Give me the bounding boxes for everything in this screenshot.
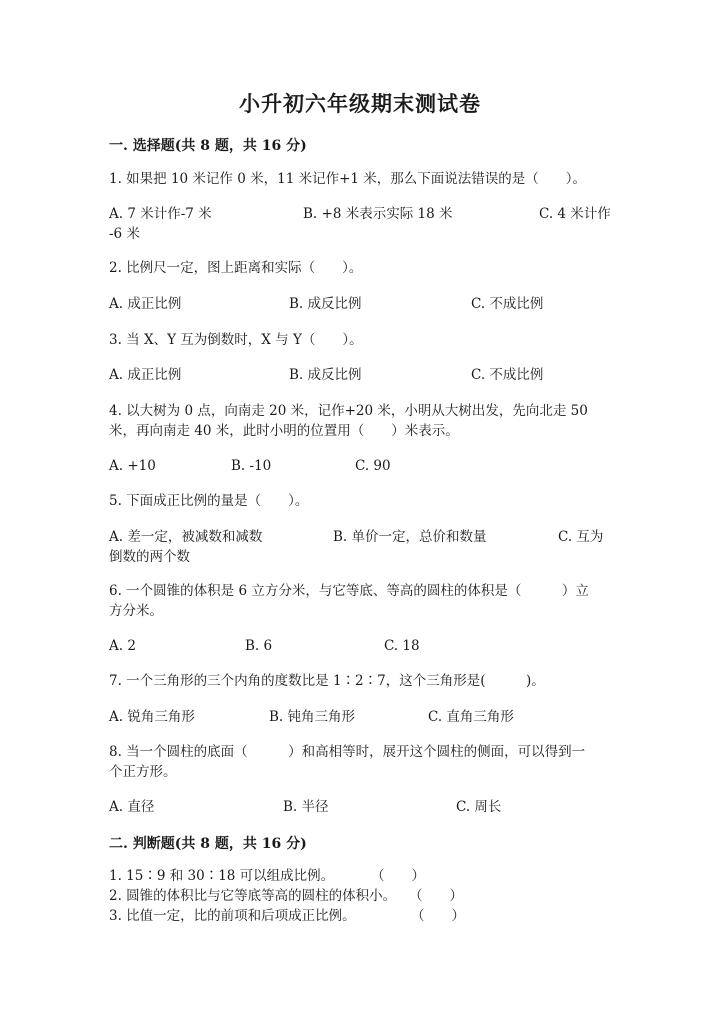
option-1c: C. 4 米计作 -6 米 (109, 206, 611, 242)
options-6 (109, 636, 614, 676)
question-8 (109, 742, 614, 782)
question-8-line-1: 8. 当一个圆柱的底面（ ）和高相等时，展开这个圆柱的侧面，可以得到一 (109, 744, 586, 760)
judge-item-1-text: 1. 15∶9 和 30∶18 可以组成比例。 (109, 868, 335, 884)
option-2b: B. 成反比例 (289, 296, 362, 312)
option-6b: B. 6 (245, 638, 273, 654)
option-7c: C. 直角三角形 (428, 709, 514, 725)
judge-item-1-answer-blank: （ ） (371, 868, 425, 884)
options-8 (109, 797, 614, 837)
section-heading-true-false: 二. 判断题(共 8 题，共 16 分) (109, 836, 307, 852)
option-8b: B. 半径 (283, 799, 329, 815)
option-4b: B. -10 (231, 458, 272, 474)
question-1: 1. 如果把 10 米记作 0 米，11 米记作+1 米，那么下面说法错误的是（ ）。 (109, 171, 587, 187)
judge-item-3-text: 3. 比值一定，比的前项和后项成正比例。 (109, 908, 356, 924)
option-8a: A. 直径 (109, 799, 155, 815)
question-7: 7. 一个三角形的三个内角的度数比是 1∶2∶7，这个三角形是( )。 (109, 673, 545, 689)
option-8c: C. 周长 (456, 799, 502, 815)
question-4-line-2: 米，再向南走 40 米，此时小明的位置用（ ）米表示。 (109, 423, 459, 439)
page-title: 小升初六年级期末测试卷 (239, 91, 481, 116)
options-1 (109, 204, 614, 244)
question-8-line-2: 个正方形。 (109, 764, 177, 780)
judge-item-2-answer-blank: （ ） (409, 888, 463, 904)
option-7a: A. 锐角三角形 (109, 709, 195, 725)
option-3a: A. 成正比例 (109, 367, 182, 383)
option-1a: A. 7 米计作-7 米 (109, 206, 212, 222)
question-6 (109, 581, 614, 621)
option-4c: C. 90 (355, 458, 391, 474)
options-2 (109, 294, 614, 334)
option-3c: C. 不成比例 (471, 367, 544, 383)
option-3b: B. 成反比例 (289, 367, 362, 383)
option-4a: A. +10 (109, 458, 156, 474)
options-5 (109, 527, 614, 567)
question-4-line-1: 4. 以大树为 0 点，向南走 20 米，记作+20 米，小明从大树出发，先向北走 50 (109, 403, 588, 419)
question-6-line-1: 6. 一个圆锥的体积是 6 立方分米，与它等底、等高的圆柱的体积是（ ）立 (109, 583, 589, 599)
option-6a: A. 2 (109, 638, 136, 654)
option-5b: B. 单价一定，总价和数量 (333, 529, 487, 545)
option-7b: B. 钝角三角形 (269, 709, 356, 725)
option-1b: B. +8 米表示实际 18 米 (303, 206, 453, 222)
option-2a: A. 成正比例 (109, 296, 182, 312)
option-6c: C. 18 (384, 638, 420, 654)
option-5a: A. 差一定，被减数和减数 (109, 529, 263, 545)
question-5: 5. 下面成正比例的量是（ ）。 (109, 493, 309, 509)
judge-item-2-text: 2. 圆锥的体积比与它等底等高的圆柱的体积小。 (109, 888, 397, 904)
judge-item-2 (109, 887, 614, 905)
section-heading-multiple-choice: 一. 选择题(共 8 题，共 16 分) (109, 138, 307, 154)
question-3: 3. 当 X、Y 互为倒数时，X 与 Y（ ）。 (109, 332, 363, 348)
options-4 (109, 456, 614, 496)
options-3 (109, 365, 614, 405)
judge-item-3-answer-blank: （ ） (411, 908, 465, 924)
question-4 (109, 401, 614, 441)
options-7 (109, 707, 614, 747)
question-6-line-2: 方分米。 (109, 603, 163, 619)
judge-item-1 (109, 867, 614, 885)
question-2: 2. 比例尺一定，图上距离和实际（ ）。 (109, 260, 363, 276)
option-5c: C. 互为 倒数的两个数 (109, 529, 604, 565)
judge-item-3 (109, 907, 614, 925)
option-2c: C. 不成比例 (471, 296, 544, 312)
